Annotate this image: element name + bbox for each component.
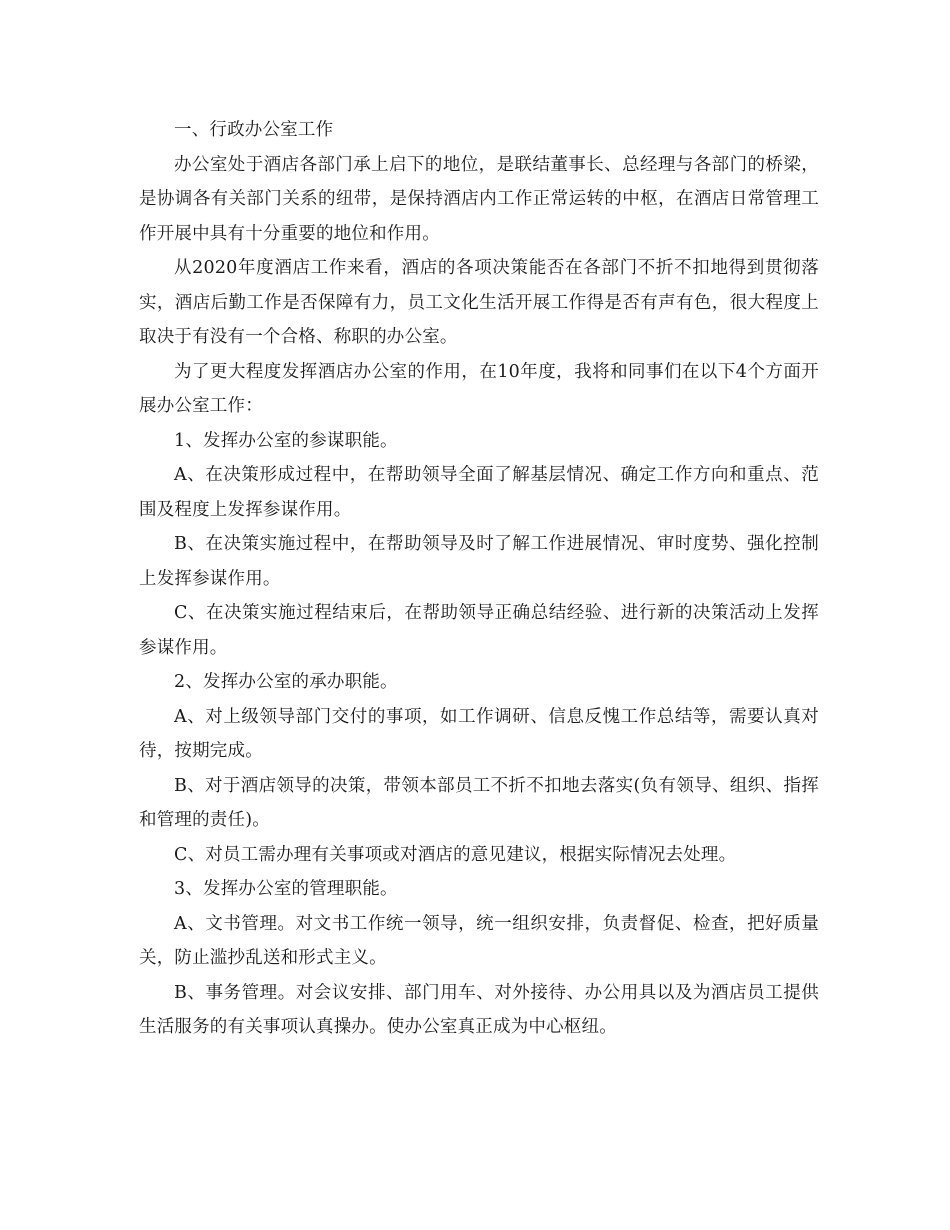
list-item: A、在决策形成过程中，在帮助领导全面了解基层情况、确定工作方向和重点、范围及程度上发挥参谋作用。 bbox=[139, 465, 819, 520]
list-item: B、事务管理。对会议安排、部门用车、对外接待、办公用具以及为酒店员工提供生活服务的有关事项认真操办。使办公室真正成为中心枢纽。 bbox=[139, 982, 819, 1037]
paragraph: 办公室处于酒店各部门承上启下的地位，是联结董事长、总经理与各部门的桥梁，是协调各有关部门关系的纽带，是保持酒店内工作正常运转的中枢，在酒店日常管理工作开展中具有十分重要的地位和作用。 bbox=[139, 154, 819, 244]
list-item: A、文书管理。对文书工作统一领导，统一组织安排，负责督促、检查，把好质量关，防止滥抄乱送和形式主义。 bbox=[139, 913, 819, 968]
paragraph: 为了更大程度发挥酒店办公室的作用，在10年度，我将和同事们在以下4个方面开展办公室工作： bbox=[139, 361, 819, 416]
list-item: B、对于酒店领导的决策，带领本部员工不折不扣地去落实(负有领导、组织、指挥和管理的责任)。 bbox=[139, 775, 819, 830]
section-heading: 一、行政办公室工作 bbox=[174, 120, 334, 140]
list-item: C、对员工需办理有关事项或对酒店的意见建议，根据实际情况去处理。 bbox=[174, 844, 737, 865]
subsection-heading: 2、发挥办公室的承办职能。 bbox=[174, 672, 398, 692]
document-body bbox=[139, 113, 819, 1045]
subsection-heading: 3、发挥办公室的管理职能。 bbox=[174, 879, 398, 899]
subsection-heading: 1、发挥办公室的参谋职能。 bbox=[174, 430, 398, 451]
list-item: B、在决策实施过程中，在帮助领导及时了解工作进展情况、审时度势、强化控制上发挥参谋作用。 bbox=[139, 534, 819, 589]
paragraph: 从2020年度酒店工作来看，酒店的各项决策能否在各部门不折不扣地得到贯彻落实，酒店后勤工作是否保障有力，员工文化生活开展工作得是否有声有色，很大程度上取决于有没有一个合格、称职的办公室。 bbox=[139, 258, 819, 347]
list-item: A、对上级领导部门交付的事项，如工作调研、信息反愧工作总结等，需要认真对待，按期完成。 bbox=[139, 706, 819, 761]
list-item: C、在决策实施过程结束后，在帮助领导正确总结经验、进行新的决策活动上发挥参谋作用。 bbox=[139, 603, 819, 658]
